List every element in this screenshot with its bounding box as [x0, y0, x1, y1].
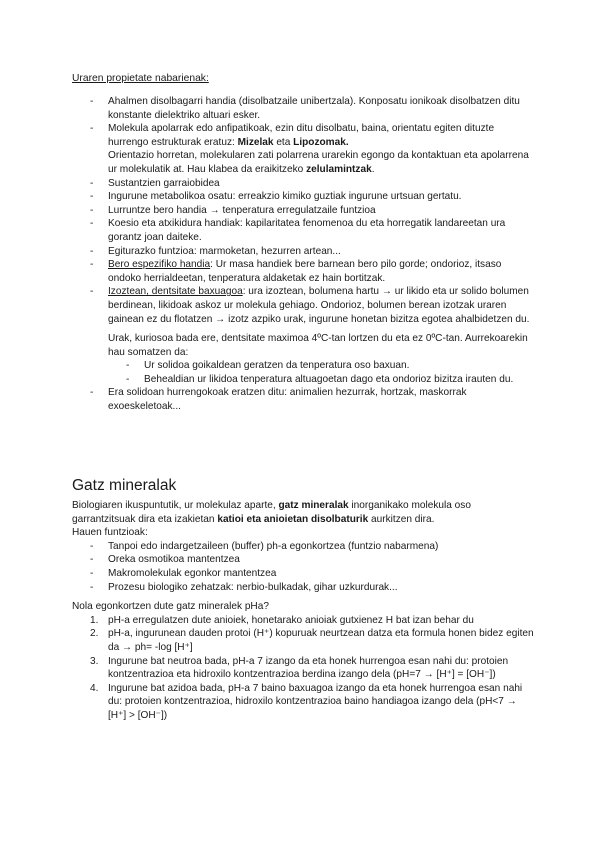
sub-list-item: - Ur solidoa goikaldean geratzen da tenperatura oso baxuan.	[108, 359, 534, 373]
intro-paragraph: Biologiaren ikuspuntutik, ur molekulaz aparte, gatz mineralak inorganikako molekula oso garrantzitsuak dira eta izakietan katioi eta anioietan disolbaturik aurkitzen dira.	[72, 500, 471, 525]
term-lipozomak: Lipozomak.	[293, 136, 349, 148]
density-note: Urak, kuriosoa bada ere, dentsitate maximoa 4ºC-tan lortzen du eta ez 0ºC-tan. Aurrekoarekin hau somatzen da:	[108, 333, 528, 358]
section-title-mineral-salts: Gatz mineralak	[72, 477, 177, 494]
sub-list-item: - Behealdian ur likidoa tenperatura altuagoetan dago eta ondorioz bizitza irauten du.	[108, 373, 534, 387]
list-item: 3. Ingurune bat neutroa bada, pH-a 7 izango da eta honek hurrengoa esan nahi du: protoien kontzentrazioa eta hidroxilo kontzentrazioa berdina izango dela (pH=7 → [H⁺] = [OH⁻])	[90, 655, 509, 681]
ph-steps-list	[72, 614, 534, 723]
list-item: 1. pH-a erregulatzen dute anioiek, honetarako anioiak gutxienez H bat izan behar du	[90, 614, 474, 626]
ph-question: Nola egonkortzen dute gatz mineralek pHa?	[72, 601, 269, 613]
list-item: - Tanpoi edo indargetzaileen (buffer) ph-a egonkortzea (funtzio nabarmena)	[72, 540, 534, 554]
functions-label: Hauen funtzioak:	[72, 527, 148, 539]
list-item: 2. pH-a, ingurunean dauden protoi (H⁺) kopuruak neurtzean datza eta formula honen bidez egiten da → ph= -log [H⁺]	[90, 628, 534, 653]
section-title-water: Uraren propietate nabarienak:	[72, 73, 209, 84]
list-item: - Bero espezifiko handia: Ur masa handiek bere barnean bero pilo gorde; ondorioz, itsaso ondoko herrialdeetan, tenperatura aldaketak ez hain bortitzak.	[72, 258, 534, 285]
water-properties-list	[72, 95, 534, 414]
list-item: - Molekula apolarrak edo anfipatikoak, ezin ditu disolbatu, baina, orientatu egiten dituzte hurrengo estrukturak eratuz: Mizelak eta Lipozomak. Orientazio horretan, molekularen zati polarrena urarekin egongo da kontaktuan eta apolarrena ur molekulatik at. Hau klabea da eraikitzeko zelulamintzak.	[72, 122, 534, 176]
list-item: 4. Ingurune bat azidoa bada, pH-a 7 baino baxuagoa izango da eta honek hurrengoa esan nahi du: protoien kontzentrazioa, hidroxilo kontzentrazioa baino handiagoa izango dela (pH<7 → [H⁺] > [OH⁻])	[90, 682, 523, 721]
density-sublist	[108, 359, 534, 386]
list-item: - Egiturazko funtzioa: marmoketan, hezurren artean...	[72, 245, 534, 259]
term-mizelak: Mizelak	[237, 136, 274, 148]
list-item: - Makromolekulak egonkor mantentzea	[72, 567, 534, 581]
list-item: - Era solidoan hurrengokoak eratzen ditu: animalien hezurrak, hortzak, maskorrak exoeskeletoak...	[72, 386, 534, 413]
list-item: - Sustantzien garraiobidea	[72, 177, 534, 191]
list-item: - Koesio eta atxikidura handiak: kapilaritatea fenomenoa du eta horregatik landareetan ura gorantz joan daiteke.	[72, 217, 534, 244]
list-item: - Ahalmen disolbagarri handia (disolbatzaile unibertzala). Konposatu ionikoak disolbatzen ditu konstante dielektriko altuari esker.	[72, 95, 534, 122]
term-zelulamintzak: zelulamintzak	[306, 163, 372, 175]
mineral-salts-section	[72, 499, 534, 723]
list-item: - Oreka osmotikoa mantentzea	[72, 553, 534, 567]
list-item: - Lurruntze bero handia → tenperatura erregulatzaile funtzioa	[72, 204, 534, 218]
list-item: - Ingurune metabolikoa osatu: erreakzio kimiko guztiak ingurune urtsuan gertatu.	[72, 190, 534, 204]
list-item: - Izoztean, dentsitate baxuagoa: ura izoztean, bolumena hartu → ur likido eta ur solido bolumen berdinean, likidoak askoz ur molekula gehiago. Ondorioz, bolumen berean izotzak uraren gainean ez du flotatzen → izotz azpiko urak, ingurune honetan bizitza egotea ahalbidetzen du. Urak, kuriosoa bada ere, dentsitate maximoa 4ºC-tan lortzen du eta ez 0ºC-tan. Aurrekoarekin hau somatzen da: - Ur solidoa goikaldean geratzen da tenperatura oso baxuan. - Behealdian ur likidoa tenperatura altuagoetan dago eta ondorioz bizitza irauten du.	[72, 285, 534, 386]
list-item: - Prozesu biologiko zehatzak: nerbio-bulkadak, gihar uzkurdurak...	[72, 581, 534, 595]
functions-list	[72, 540, 534, 594]
